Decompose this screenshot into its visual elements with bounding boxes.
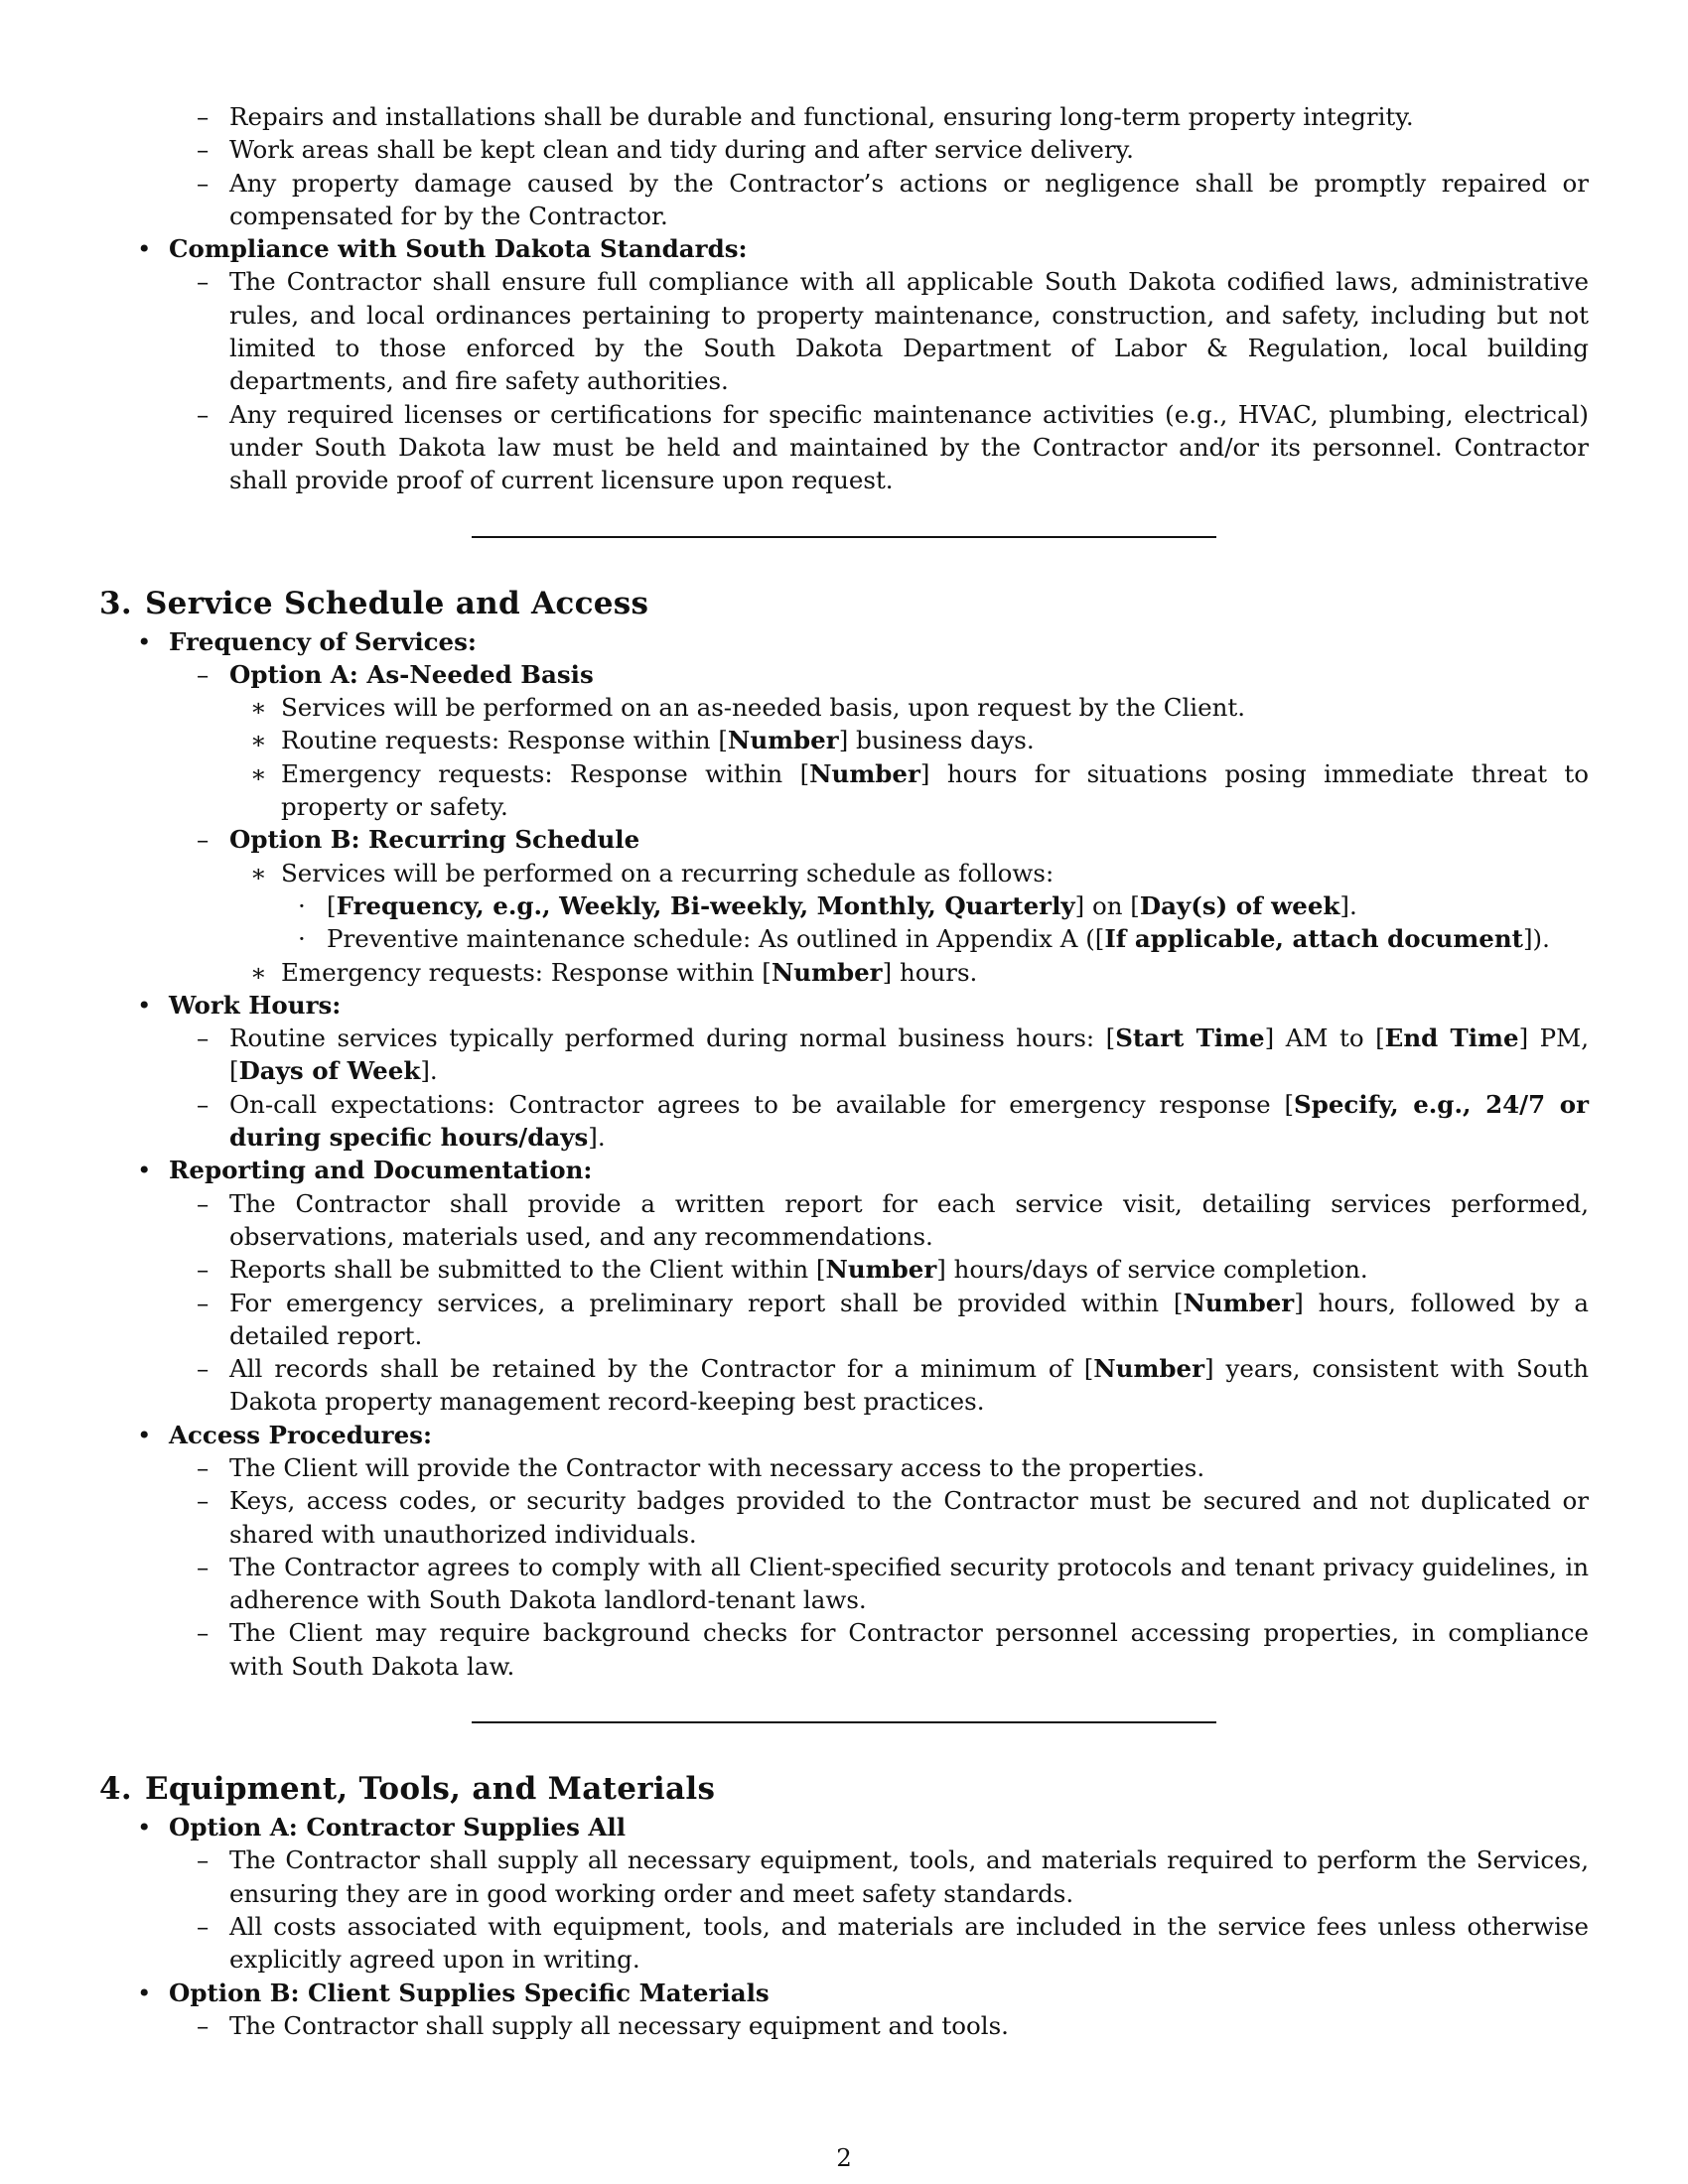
list-item: – The Contractor agrees to comply with all Client-specified security protocols and tenant privacy guidelines, in adherence with South Dakota landlord-tenant laws.: [197, 1552, 1589, 1615]
dash-marker: –: [197, 1089, 210, 1119]
list-item: – The Contractor shall supply all necessary equipment and tools.: [99, 2009, 1589, 2042]
option-b-heading: – Option B: Recurring Schedule: [99, 823, 1589, 856]
star-marker: ∗: [250, 957, 267, 987]
list-item: – Any required licenses or certifications for specific maintenance activities (e.g., HVAC, plumbing, electrical) under South Dakota law must be held and maintained by the Contractor and/or its personnel. Contractor shall provide proof of current licensure upon request.: [197, 399, 1589, 495]
list-item: – Keys, access codes, or security badges provided to the Contractor must be secured and not duplicated or shared with unauthorized individuals.: [197, 1486, 1589, 1549]
dash-marker: –: [197, 1188, 210, 1218]
dash-marker: –: [197, 168, 210, 198]
list-item: ∗ Emergency requests: Response within [Number] hours.: [99, 956, 1589, 989]
dash-marker: –: [197, 267, 210, 297]
option-b-heading: • Option B: Client Supplies Specific Materials: [99, 1977, 1589, 2009]
bullet-marker: •: [137, 1813, 152, 1843]
dash-marker: –: [197, 1911, 210, 1941]
dash-marker: –: [197, 2010, 210, 2040]
star-marker: ∗: [250, 693, 267, 723]
dash-marker: –: [197, 1452, 210, 1482]
list-item: – The Contractor shall provide a written report for each service visit, detailing services performed, observations, materials used, and any recommendations.: [197, 1188, 1589, 1251]
dash-marker: –: [197, 399, 210, 429]
dash-marker: –: [197, 1552, 210, 1581]
star-marker: ∗: [250, 758, 267, 788]
dash-marker: –: [197, 659, 210, 689]
list-item: · Preventive maintenance schedule: As outlined in Appendix A ([If applicable, attach document]).: [99, 922, 1589, 955]
dash-marker: –: [197, 1618, 210, 1648]
reporting-heading: • Reporting and Documentation:: [99, 1154, 1589, 1186]
access-heading: • Access Procedures:: [99, 1419, 1589, 1451]
bullet-marker: •: [137, 626, 152, 656]
list-item: – For emergency services, a preliminary report shall be provided within [Number] hours, followed by a detailed report.: [197, 1288, 1589, 1350]
list-item: – Routine services typically performed during normal business hours: [Start Time] AM to [End Time] PM, [Days of Week].: [197, 1024, 1590, 1086]
option-a-heading: • Option A: Contractor Supplies All: [99, 1811, 1589, 1843]
list-item: – All records shall be retained by the Contractor for a minimum of [Number] years, consistent with South Dakota property management record-keeping best practices.: [197, 1354, 1589, 1417]
bullet-marker: •: [137, 234, 152, 264]
dash-marker: –: [197, 1486, 210, 1516]
list-item: – Reports shall be submitted to the Client within [Number] hours/days of service completion.: [99, 1253, 1589, 1286]
dash-marker: –: [197, 135, 210, 165]
list-item: – On-call expectations: Contractor agrees to be available for emergency response [Specify, e.g., 24/7 or during specific hours/days].: [197, 1089, 1589, 1153]
star-marker: ∗: [250, 858, 267, 887]
list-item: ∗ Routine requests: Response within [Number] business days.: [99, 724, 1589, 756]
bullet-marker: •: [137, 1156, 152, 1185]
list-item: ∗ Services will be performed on a recurring schedule as follows:: [99, 857, 1589, 889]
section-divider: [472, 536, 1216, 538]
dash-marker: –: [197, 1845, 210, 1875]
dash-marker: –: [197, 102, 210, 131]
list-item: ∗ Emergency requests: Response within [Number] hours for situations posing immediate threat to property or safety.: [250, 758, 1590, 822]
list-item: ∗ Services will be performed on an as-needed basis, upon request by the Client.: [99, 691, 1589, 724]
work-hours-heading: • Work Hours:: [99, 989, 1589, 1022]
frequency-heading: • Frequency of Services:: [99, 625, 1589, 658]
list-item: – The Client will provide the Contractor with necessary access to the properties.: [99, 1451, 1589, 1484]
dash-marker: –: [197, 825, 210, 855]
bullet-marker: •: [137, 990, 152, 1020]
list-item: – Repairs and installations shall be durable and functional, ensuring long-term property integrity.: [99, 100, 1589, 133]
section-divider: [472, 1721, 1216, 1723]
dash-marker: –: [197, 1255, 210, 1285]
list-item: – The Contractor shall ensure full compliance with all applicable South Dakota codified laws, administrative rules, and local ordinances pertaining to property maintenance, construction, and safety, including but not limited to those enforced by the South Dakota Department of Labor & Regulation, local building departments, and fire safety authorities.: [197, 267, 1589, 396]
bullet-marker: •: [137, 1978, 152, 2007]
page-number: 2: [836, 2143, 852, 2172]
compliance-heading: • Compliance with South Dakota Standards:: [99, 232, 1589, 265]
section-3-heading: 3. Service Schedule and Access: [99, 585, 649, 621]
option-a-heading: – Option A: As-Needed Basis: [99, 658, 1589, 691]
dot-marker: ·: [298, 890, 306, 920]
bullet-marker: •: [137, 1420, 152, 1449]
dash-marker: –: [197, 1354, 210, 1384]
list-item: – Any property damage caused by the Contractor’s actions or negligence shall be promptly repaired or compensated for by the Contractor.: [197, 168, 1589, 230]
dash-marker: –: [197, 1024, 210, 1053]
list-item: · [Frequency, e.g., Weekly, Bi-weekly, Monthly, Quarterly] on [Day(s) of week].: [99, 889, 1589, 922]
dash-marker: –: [197, 1288, 210, 1317]
section-4-heading: 4. Equipment, Tools, and Materials: [99, 1771, 716, 1808]
list-item: – The Contractor shall supply all necessary equipment, tools, and materials required to perform the Services, ensuring they are in good working order and meet safety standards.: [197, 1845, 1589, 1908]
dot-marker: ·: [298, 924, 306, 954]
list-item: – The Client may require background checks for Contractor personnel accessing properties, in compliance with South Dakota law.: [197, 1618, 1589, 1681]
star-marker: ∗: [250, 726, 267, 755]
document-page: [99, 100, 1589, 2042]
list-item: – All costs associated with equipment, tools, and materials are included in the service fees unless otherwise explicitly agreed upon in writing.: [197, 1911, 1589, 1975]
list-item: – Work areas shall be kept clean and tidy during and after service delivery.: [99, 133, 1589, 166]
